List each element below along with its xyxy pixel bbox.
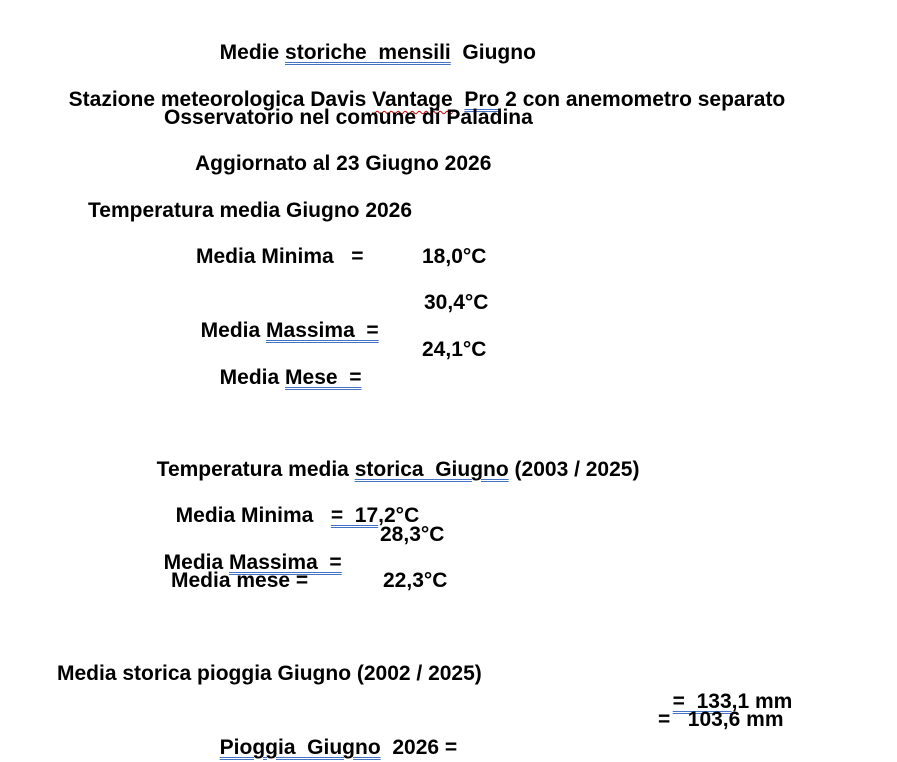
title-part: Giugno — [450, 41, 536, 64]
current-min-value: 18,0°C — [422, 245, 487, 268]
label-underlined: Massima = — [229, 551, 342, 574]
observatory-line: Osservatorio nel comune di Paladina — [164, 106, 533, 129]
current-max-value: 30,4°C — [424, 291, 489, 314]
historical-mean-label: Media mese = — [171, 569, 309, 592]
station-text: 2 con anemometro separato — [499, 88, 786, 111]
label-underlined: Pioggia Giugno — [219, 736, 381, 759]
label-text: Media — [163, 551, 230, 574]
current-min-label: Media Minima = — [196, 245, 364, 268]
heading-text: (2003 / 2025) — [508, 458, 640, 481]
station-pro: Pro — [464, 88, 500, 111]
rain-current-label — [208, 706, 457, 762]
label-underlined: Massima = — [266, 319, 379, 342]
value-underlined: = 133 — [672, 690, 732, 713]
historical-max-value: 28,3°C — [380, 523, 445, 546]
rain-current-value: = 103,6 mm — [658, 708, 784, 731]
current-mean-label — [208, 336, 362, 392]
rain-historical-label: Media storica pioggia Giugno (2002 / 2025) — [57, 662, 482, 685]
heading-underlined: storica Giugno — [354, 458, 509, 481]
label-text: Media — [200, 319, 267, 342]
station-text: Stazione meteorologica Davis — [68, 88, 373, 111]
label-text: 2026 = — [380, 736, 458, 759]
label-text: Media — [219, 366, 286, 389]
station-model-spellcheck: Vantage — [372, 88, 453, 111]
label-underlined: Mese = — [285, 366, 362, 389]
updated-line: Aggiornato al 23 Giugno 2026 — [195, 152, 492, 175]
value-text: ,1 mm — [731, 690, 793, 713]
current-heading: Temperatura media Giugno 2026 — [88, 199, 413, 222]
label-underlined: = 17 — [330, 504, 379, 527]
value-text: ,2°C — [378, 504, 420, 527]
title-underlined-part: storiche mensili — [285, 41, 451, 64]
heading-text: Temperatura media — [156, 458, 355, 481]
historical-mean-value: 22,3°C — [383, 569, 448, 592]
label-text: Media Minima — [175, 504, 331, 527]
current-mean-value: 24,1°C — [422, 338, 487, 361]
title-part: Medie — [219, 41, 286, 64]
